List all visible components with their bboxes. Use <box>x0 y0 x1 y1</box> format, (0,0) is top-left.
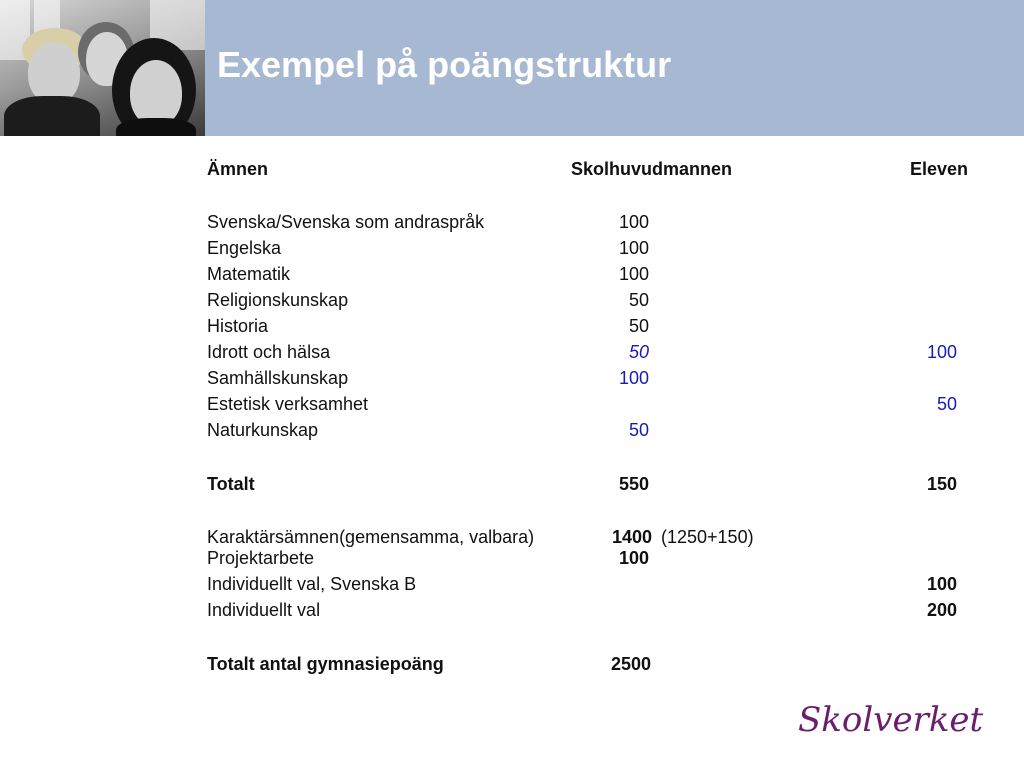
subject-name: Naturkunskap <box>207 420 319 440</box>
subject-student-points: 100 <box>926 342 957 362</box>
grand-total-label: Totalt antal gymnasiepoäng <box>207 654 444 674</box>
karaktar-note: (1250+150) <box>661 527 754 547</box>
individuellt-val-points: 200 <box>926 600 957 620</box>
page-title: Exempel på poängstruktur <box>217 44 672 85</box>
subject-school-points: 100 <box>618 264 649 284</box>
subject-school-points: 50 <box>628 420 649 440</box>
subject-name: Svenska/Svenska som andraspråk <box>207 212 485 232</box>
grand-total-points: 2500 <box>610 654 651 674</box>
subject-name: Religionskunskap <box>207 290 349 310</box>
subject-school-points: 100 <box>618 368 649 388</box>
subject-name: Estetisk verksamhet <box>207 394 369 414</box>
total-label: Totalt <box>207 474 255 494</box>
column-header-school: Skolhuvudmannen <box>571 159 733 179</box>
students-photo <box>0 0 205 136</box>
individuellt-svb-points: 100 <box>926 574 957 594</box>
projekt-label: Projektarbete <box>207 548 315 568</box>
subject-name: Idrott och hälsa <box>207 342 331 362</box>
subject-school-points: 100 <box>618 212 649 232</box>
subject-school-points: 50 <box>628 290 649 310</box>
karaktar-points: 1400 <box>612 527 653 547</box>
subject-name: Engelska <box>207 238 282 258</box>
individuellt-val-label: Individuellt val <box>207 600 321 620</box>
column-header-subject: Ämnen <box>207 159 269 179</box>
karaktar-label: Karaktärsämnen(gemensamma, valbara) <box>207 527 535 547</box>
header-bar <box>0 0 1024 136</box>
subject-name: Samhällskunskap <box>207 368 349 388</box>
subject-school-points: 100 <box>618 238 649 258</box>
total-student-points: 150 <box>926 474 957 494</box>
subject-school-points: 50 <box>628 342 649 362</box>
column-header-student: Eleven <box>909 159 968 179</box>
subject-name: Historia <box>207 316 269 336</box>
individuellt-svb-label: Individuellt val, Svenska B <box>207 574 417 594</box>
total-school-points: 550 <box>618 474 649 494</box>
subject-student-points: 50 <box>936 394 957 414</box>
subject-school-points: 50 <box>628 316 649 336</box>
skolverket-logo: Skolverket <box>798 700 984 740</box>
projekt-points: 100 <box>618 548 649 568</box>
subject-name: Matematik <box>207 264 291 284</box>
